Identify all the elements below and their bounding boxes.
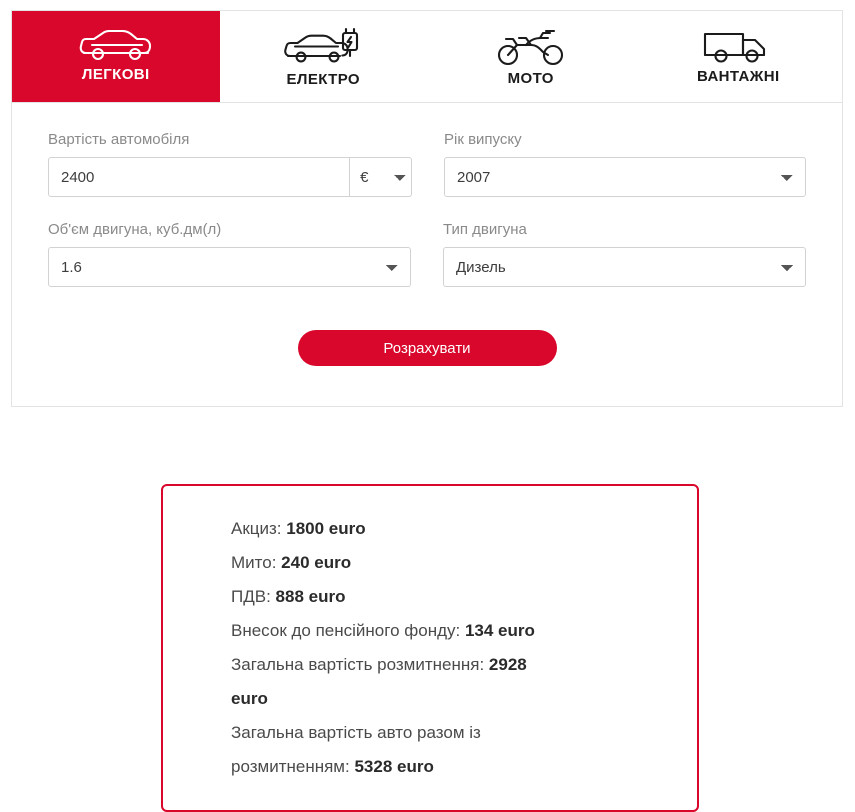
year-label: Рік випуску <box>444 131 522 148</box>
form-row-2 <box>48 221 806 287</box>
result-value: 134 euro <box>464 621 535 640</box>
currency-select[interactable] <box>350 157 412 197</box>
result-label: Мито: <box>231 553 277 572</box>
result-line <box>231 614 561 648</box>
price-label: Вартість автомобіля <box>48 131 190 148</box>
result-label: Загальна вартість авто разом із розмитненням: <box>231 723 481 776</box>
electric-car-icon <box>284 25 362 69</box>
result-line <box>231 648 561 716</box>
result-line <box>231 546 561 580</box>
result-label: Акциз: <box>231 519 282 538</box>
vehicle-type-tabs <box>12 11 842 103</box>
result-line-total <box>231 716 561 784</box>
submit-row <box>48 330 806 366</box>
tab-label: МОТО <box>507 70 554 87</box>
tab-trucks[interactable] <box>635 11 843 102</box>
tab-label: ЕЛЕКТРО <box>286 71 360 88</box>
price-control <box>48 157 412 197</box>
calculator-form <box>12 103 842 406</box>
field-engine-type <box>443 221 806 287</box>
engine-type-label: Тип двигуна <box>443 221 527 238</box>
result-line <box>231 580 561 614</box>
price-input[interactable] <box>48 157 350 197</box>
truck-icon <box>701 28 775 66</box>
year-select[interactable] <box>444 157 806 197</box>
result-value: 5328 euro <box>354 757 434 776</box>
tab-electric[interactable] <box>220 11 428 102</box>
tab-moto[interactable] <box>427 11 635 102</box>
result-line <box>231 512 561 546</box>
field-year <box>444 131 806 197</box>
calculate-button[interactable]: Розрахувати <box>298 330 557 366</box>
result-value: 888 euro <box>275 587 346 606</box>
engine-type-select[interactable] <box>443 247 806 287</box>
engine-volume-select[interactable] <box>48 247 411 287</box>
form-row-1 <box>48 131 806 197</box>
result-label: ПДВ: <box>231 587 271 606</box>
field-price <box>48 131 412 197</box>
volume-label: Об'єм двигуна, куб.дм(л) <box>48 221 222 238</box>
result-box <box>161 484 699 812</box>
tab-label: ВАНТАЖНІ <box>696 68 780 85</box>
tab-label: ЛЕГКОВІ <box>81 66 150 83</box>
tab-passenger-cars[interactable] <box>12 11 220 102</box>
field-engine-volume <box>48 221 411 287</box>
result-value: 2928 euro <box>231 655 527 708</box>
motorcycle-icon <box>496 26 566 68</box>
result-label: Внесок до пенсійного фонду: <box>231 621 461 640</box>
result-value: 240 euro <box>281 553 352 572</box>
result-label: Загальна вартість розмитнення: <box>231 655 485 674</box>
car-icon <box>78 30 154 64</box>
result-value: 1800 euro <box>286 519 366 538</box>
customs-calculator <box>11 10 843 407</box>
